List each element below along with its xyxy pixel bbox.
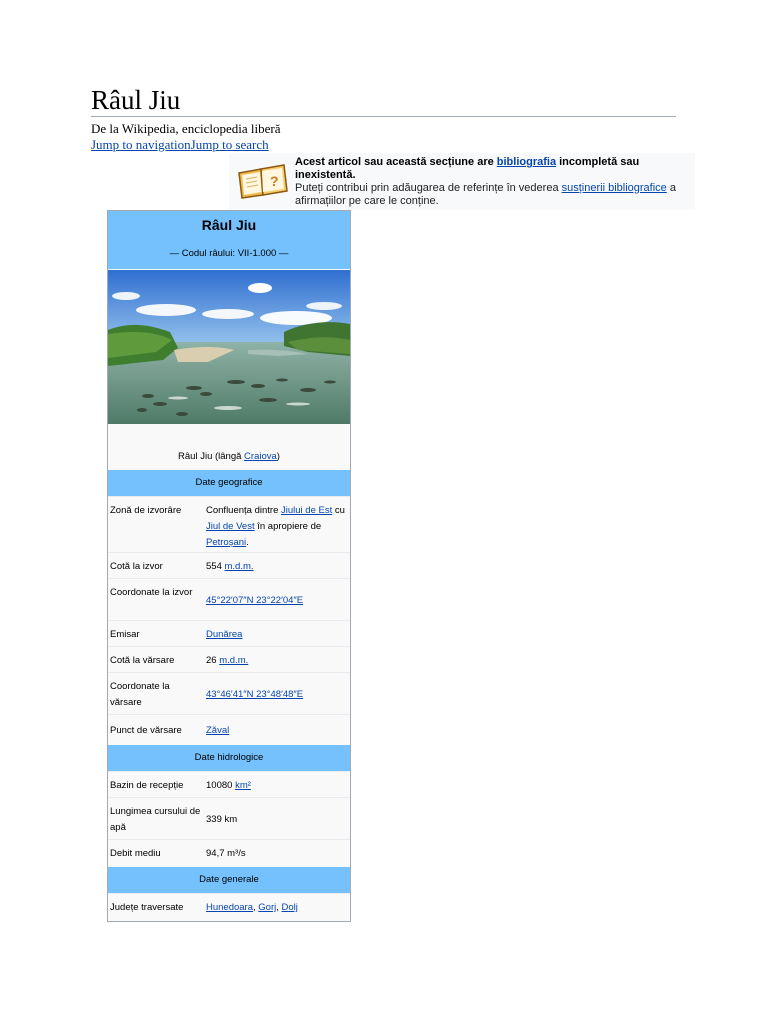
row-value <box>206 723 346 739</box>
caption-end: ) <box>276 451 280 462</box>
row-value <box>206 778 346 794</box>
gorj-link[interactable]: Gorj <box>258 902 277 913</box>
row-debit-mediu <box>108 839 350 868</box>
row-label: Cotă la izvor <box>110 561 163 572</box>
row-value <box>206 559 346 575</box>
row-label: Debit mediu <box>110 848 161 859</box>
dolj-link[interactable]: Dolj <box>281 902 298 913</box>
infobox <box>107 210 351 922</box>
notice-bold-text-end: incompletă sau inexistentă. <box>295 156 640 181</box>
row-value: 339 km <box>206 814 238 825</box>
row-emisar <box>108 620 350 647</box>
infobox-title: Râul Jiu <box>201 217 257 233</box>
row-value <box>206 900 346 916</box>
craiova-link[interactable]: Craiova <box>244 451 277 462</box>
row-value <box>206 593 346 609</box>
section-date-hidrologice: Date hidrologice <box>108 745 350 771</box>
river-code: — Codul râului: VII-1.000 — <box>169 248 289 259</box>
row-label: Zonă de izvorâre <box>110 505 182 516</box>
row-label: Emisar <box>110 629 140 640</box>
value-text: , <box>276 902 282 913</box>
infobox-header <box>108 211 350 269</box>
row-judete <box>108 893 350 922</box>
row-lungime <box>108 797 350 840</box>
open-book-icon <box>236 161 290 201</box>
notice-text-end: a afirmațiilor pe care le conține. <box>295 182 676 207</box>
jump-links <box>91 137 269 153</box>
row-value <box>206 687 346 703</box>
row-coordonate-izvor <box>108 578 350 621</box>
title-divider <box>91 116 676 117</box>
dunarea-link[interactable]: Dunărea <box>206 629 243 640</box>
coordinates-varsare-link[interactable]: 43°46′41″N 23°48′48″E <box>206 689 304 700</box>
km2-link[interactable]: km² <box>235 780 251 791</box>
zaval-link[interactable]: Zăval <box>206 725 230 736</box>
row-zona-izvorare <box>108 496 350 553</box>
row-value <box>206 503 346 551</box>
page-title: Râul Jiu <box>91 85 181 115</box>
row-cota-varsare <box>108 646 350 673</box>
sustinerii-bibliografice-link[interactable]: susținerii bibliografice <box>561 182 667 194</box>
notice-bold-text: Acest articol sau această secțiune are <box>295 156 497 168</box>
value-text: 26 <box>206 655 220 666</box>
value-text: , <box>253 902 259 913</box>
river-photo[interactable] <box>108 270 350 424</box>
value-text: . <box>246 537 249 548</box>
bibliography-notice <box>229 153 695 210</box>
jiul-de-est-link[interactable]: Jiului de Est <box>281 505 333 516</box>
row-coordonate-varsare <box>108 672 350 715</box>
row-label: Lungimea cursului de apă <box>110 806 201 833</box>
svg-text:?: ? <box>270 173 279 189</box>
jiul-de-vest-link[interactable]: Jiul de Vest <box>206 521 255 532</box>
jump-to-search-link[interactable]: Jump to search <box>190 137 269 152</box>
caption-text: Râul Jiu (lângă <box>178 451 245 462</box>
bibliografia-link[interactable]: bibliografia <box>496 156 557 168</box>
notice-text: Puteți contribui prin adăugarea de referințe în vederea <box>295 182 562 194</box>
row-label: Bazin de recepție <box>110 780 184 791</box>
row-label: Județe traversate <box>110 902 184 913</box>
row-value <box>206 653 346 669</box>
value-text: în apropiere de <box>254 521 322 532</box>
value-text: 10080 <box>206 780 236 791</box>
photo-caption <box>108 451 350 463</box>
section-date-generale: Date generale <box>108 867 350 893</box>
mdm-link[interactable]: m.d.m. <box>224 561 254 572</box>
row-label: Coordonate la izvor <box>110 587 193 598</box>
coordinates-izvor-link[interactable]: 45°22′07″N 23°22′04″E <box>206 595 304 606</box>
row-label: Punct de vărsare <box>110 725 182 736</box>
row-label: Cotă la vărsare <box>110 655 175 666</box>
row-bazin-receptie <box>108 771 350 798</box>
row-value <box>206 627 346 643</box>
row-label: Coordonate la vărsare <box>110 681 170 708</box>
row-punct-varsare <box>108 714 350 746</box>
value-text: Confluența dintre <box>206 505 281 516</box>
value-text: 554 <box>206 561 225 572</box>
row-value: 94,7 m³/s <box>206 848 246 859</box>
row-cota-izvor <box>108 552 350 579</box>
petrosani-link[interactable]: Petroșani <box>206 537 247 548</box>
mdm-link[interactable]: m.d.m. <box>219 655 249 666</box>
hunedoara-link[interactable]: Hunedoara <box>206 902 254 913</box>
section-date-geografice: Date geografice <box>108 470 350 496</box>
value-text: cu <box>332 505 345 516</box>
jump-to-navigation-link[interactable]: Jump to navigation <box>91 137 191 152</box>
site-tagline: De la Wikipedia, enciclopedia liberă <box>91 121 281 136</box>
